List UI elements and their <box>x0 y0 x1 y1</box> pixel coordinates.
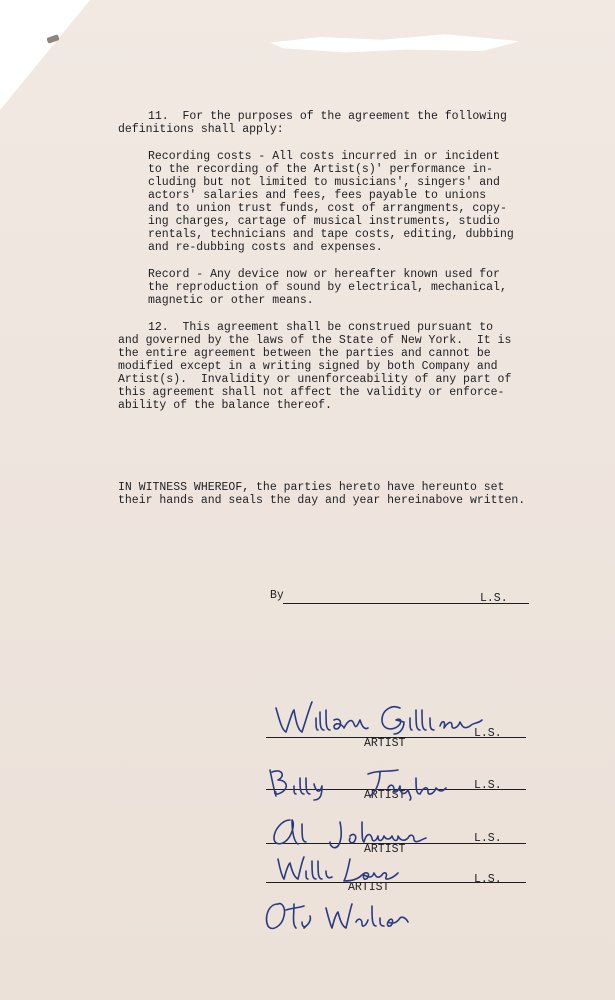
signature-william-gillison <box>272 696 492 738</box>
record-definition-line: Record - Any device now or hereafter known used for <box>148 268 500 281</box>
recording-costs-line: rentals, technicians and tape costs, editing, dubbing <box>148 228 514 241</box>
witness-line: IN WITNESS WHEREOF, the parties hereto have hereunto set <box>118 481 505 494</box>
ls-label: L.S. <box>474 832 502 845</box>
signature-al-johnson <box>268 814 448 850</box>
section-12-line: ability of the balance thereof. <box>118 399 332 412</box>
recording-costs-line: cluding but not limited to musicians', singers' and <box>148 176 500 189</box>
artist-label: ARTIST <box>364 843 406 856</box>
paper-tear <box>270 30 520 58</box>
section-11-line: definitions shall apply: <box>118 123 284 136</box>
ls-label: L.S. <box>474 727 502 740</box>
recording-costs-line: ing charges, cartage of musical instruments, studio <box>148 215 500 228</box>
signature-rule <box>283 603 529 604</box>
artist-label: ARTIST <box>364 789 406 802</box>
by-label: By <box>270 589 284 602</box>
record-definition-line: magnetic or other means. <box>148 294 314 307</box>
artist-label: ARTIST <box>364 737 406 750</box>
section-12-line: 12. This agreement shall be construed pursuant to <box>148 321 494 334</box>
section-12-line: this agreement shall not affect the validity or enforce- <box>118 386 505 399</box>
recording-costs-line: to the recording of the Artist(s)' performance in- <box>148 163 494 176</box>
section-11-line: 11. For the purposes of the agreement the following <box>148 110 507 123</box>
section-12-line: and governed by the laws of the State of New York. It is <box>118 334 512 347</box>
ls-label: L.S. <box>474 779 502 792</box>
recording-costs-line: Recording costs - All costs incurred in or incident <box>148 150 500 163</box>
signature-billy-taylor <box>264 766 454 800</box>
signature-otis-walker <box>262 896 412 936</box>
ls-label: L.S. <box>474 873 502 886</box>
ls-label: L.S. <box>480 592 508 605</box>
section-12-line: the entire agreement between the parties and cannot be <box>118 347 491 360</box>
witness-line: their hands and seals the day and year hereinabove written. <box>118 494 526 507</box>
signature-willie-lowe <box>272 853 402 885</box>
recording-costs-line: actors' salaries and fees, fees payable to unions <box>148 189 487 202</box>
recording-costs-line: and to union trust funds, cost of arrangments, copy- <box>148 202 507 215</box>
section-12-line: modified except in a writing signed by both Company and <box>118 360 498 373</box>
record-definition-line: the reproduction of sound by electrical, mechanical, <box>148 281 507 294</box>
artist-label: ARTIST <box>348 881 390 894</box>
section-12-line: Artist(s). Invalidity or unenforceability of any part of <box>118 373 512 386</box>
recording-costs-line: and re-dubbing costs and expenses. <box>148 241 383 254</box>
